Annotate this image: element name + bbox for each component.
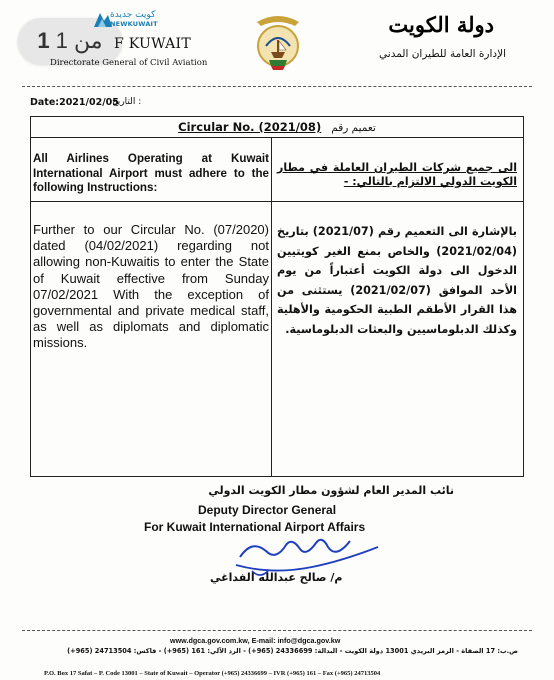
circular-number-en: Circular No. (2021/08) — [178, 120, 322, 134]
english-heading: All Airlines Operating at Kuwait International Airport must adhere to the following Instructions: — [33, 152, 269, 194]
footer-address-ar: ص.ب: 17 الصفاة - الرمز البريدي 13001 دولة الكويت - البدالة: 24336699 (965+) - الرد الآلي: 161 (965+) - فاكس: 24713504 (965+) — [67, 647, 518, 655]
signatory-title-en: Deputy Director General — [198, 503, 337, 517]
kuwait-emblem — [249, 12, 307, 74]
header-divider — [22, 86, 532, 87]
arabic-header-subtitle: الإدارة العامة للطيران المدني — [379, 48, 506, 60]
date-label: Date:2021/02/05 — [30, 97, 119, 108]
date-arabic-label: : التاريخ — [112, 97, 142, 107]
footer-website-email: www.dgca.gov.com.kw, E-mail: info@dgca.gov.kw — [170, 636, 341, 645]
logo-english-text: NEWKUWAIT — [110, 20, 158, 28]
circular-number-title — [31, 117, 523, 138]
column-divider — [271, 138, 272, 476]
footer-address-en: P.O. Box 17 Safat – P. Code 13001 – State of Kuwait – Operator (+965) 24336699 – IVR (+965) 161 – Fax (+965) 24713504 — [44, 670, 381, 677]
signatory-title-ar: نائب المدير العام لشؤون مطار الكويت الدولي — [208, 484, 454, 497]
arabic-header-title: دولة الكويت — [388, 12, 494, 37]
arabic-heading: الى جميع شركات الطيران العاملة في مطار الكويت الدولي الالتزام بالتالي: - — [277, 161, 517, 188]
circular-table — [30, 116, 524, 477]
page-counter-number: 1 — [37, 28, 50, 53]
english-header-subtitle: Directorate General of Civil Aviation — [50, 58, 208, 68]
page-counter-text: من 1 — [55, 28, 103, 53]
english-body: Further to our Circular No. (07/2020) dated (04/02/2021) regarding not allowing non-Kuwaitis to enter the State of Kuwait effective from Sunday 07/02/2021 With the exception of governmental and private medical staff, as well as diplomats and diplomatic missions. — [33, 222, 269, 351]
circular-number-ar: تعميم رقم — [331, 122, 376, 134]
row-divider — [31, 201, 523, 202]
arabic-body: بالإشارة الى التعميم رقم (2021/07) بتاريخ (2021/02/04) والخاص بمنع الغير كويتيين الدخول الى دولة الكويت أعتباراً من يوم الأحد الموافق (2021/02/07) يستثنى من هذا القرار الأطقم الطبية الحكومية والأهلية وكذلك الدبلوماسيين والبعثات الدبلوماسية. — [277, 225, 517, 336]
footer-divider — [22, 630, 532, 631]
logo-arabic-text: كويت جديدة — [110, 10, 156, 20]
signatory-name-ar: م/ صالح عبدالله الفداغي — [210, 571, 343, 584]
signatory-department-en: For Kuwait International Airport Affairs — [144, 520, 366, 534]
english-header-title: F KUWAIT — [114, 36, 191, 52]
